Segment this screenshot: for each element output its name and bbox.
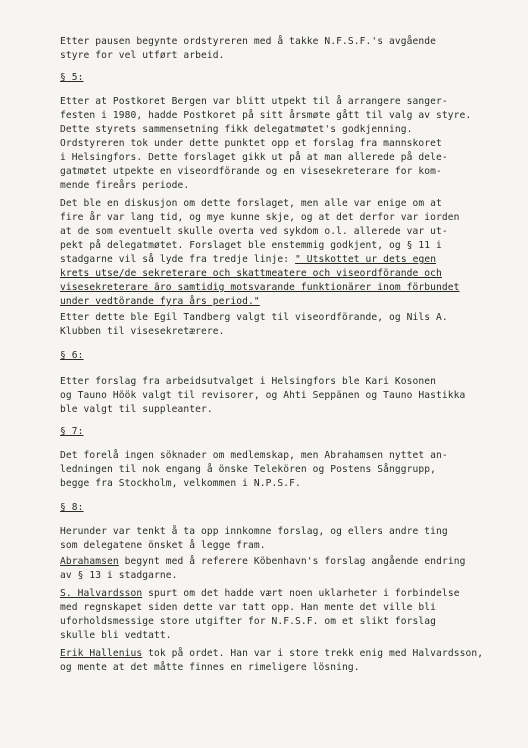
text-line: Etter at Postkoret Bergen var blitt utpekt til å arrangere sanger- [60, 96, 448, 107]
text-line: Klubben til visesekretærere. [60, 326, 225, 337]
text-line: festen i 1980, hadde Postkoret på sitt årsmøte gått til valg av styre. [60, 110, 472, 121]
section-heading: § 8: [60, 502, 84, 513]
speaker-name: Abrahamsen [60, 556, 119, 567]
speaker-name: S. Halvardsson [60, 588, 143, 599]
quoted-statute-line: krets utse/de sekreterare och skattmeatere och viseordförande och [60, 268, 442, 279]
text-line [60, 556, 465, 568]
text-line: i Helsingfors. Dette forslaget gikk ut på at man allerede på dele- [60, 152, 448, 163]
text-lead: stadgarne vil så lyde fra tredje linje: [60, 254, 296, 265]
text-line: Dette styrets sammensetning fikk delegatmøtet's godkjenning. [60, 124, 413, 135]
text-line-with-quote [60, 254, 436, 266]
section-heading: § 6: [60, 350, 84, 361]
text-line: mende fireårs periode. [60, 180, 190, 191]
section-heading: § 7: [60, 426, 84, 437]
speaker-name: Erik Hallenius [60, 648, 143, 659]
text-line: ledningen til nok engang å önske Telekören og Postens Sånggrupp, [60, 464, 437, 475]
text-line: styre for vel utført arbeid. [60, 50, 225, 61]
text-line: Etter dette ble Egil Tandberg valgt til viseordförande, og Nils A. [60, 312, 448, 323]
text-line: ble valgt til suppleanter. [60, 404, 213, 415]
text-rest: spurt om det hadde vært noen uklarheter i forbindelse [142, 588, 460, 599]
text-rest: tok på ordet. Han var i store trekk enig med Halvardsson, [142, 648, 484, 659]
text-line: pekt på delegatmøtet. Forslaget ble enstemmig godkjent, og § 11 i [60, 240, 442, 251]
quoted-statute-line: under vedtörande fyra års period." [60, 296, 260, 307]
text-line: fire år var lang tid, og mye kunne skje, og at det derfor var iorden [60, 212, 460, 223]
text-line: som delegatene önsket å legge fram. [60, 540, 266, 551]
text-line: Etter forslag fra arbeidsutvalget i Helsingfors ble Kari Kosonen [60, 376, 437, 387]
quoted-statute-line: visesekreterare äro samtidig motsvarande funktionärer inom förbundet [60, 282, 460, 293]
text-line: begge fra Stockholm, velkommen i N.P.S.F. [60, 478, 301, 489]
text-line: av § 13 i stadgarne. [60, 570, 178, 581]
text-line: og Tauno Höök valgt til revisorer, og Ahti Seppänen og Tauno Hastikka [60, 390, 466, 401]
text-line: at de som eventuelt skulle overta ved sykdom o.l. allerede var ut- [60, 226, 448, 237]
text-line: Det forelå ingen söknader om medlemskap, men Abrahamsen nyttet an- [60, 450, 448, 461]
text-line: uforholdsmessige store utgifter for N.F.S.F. om et slikt forslag [60, 616, 437, 627]
text-line: Herunder var tenkt å ta opp innkomne forslag, og ellers andre ting [60, 526, 448, 537]
section-heading: § 5: [60, 72, 84, 83]
text-line: Det ble en diskusjon om dette forslaget, men alle var enige om at [60, 198, 442, 209]
quote-start: " Utskottet ur dets egen [295, 254, 437, 265]
text-line: med regnskapet siden dette var tatt opp. Han mente det ville bli [60, 602, 437, 613]
text-line: Ordstyreren tok under dette punktet opp et forslag fra mannskoret [60, 138, 442, 149]
text-line: gatmøtet utpekte en viseordförande og en visesekreterare for kom- [60, 166, 442, 177]
text-line: skulle bli vedtatt. [60, 630, 172, 641]
text-line: Etter pausen begynte ordstyreren med å takke N.F.S.F.'s avgående [60, 36, 437, 47]
text-line [60, 588, 460, 600]
text-line: og mente at det måtte finnes en rimeligere lösning. [60, 662, 360, 673]
text-rest: begynt med å referere Köbenhavn's forslag angående endring [118, 556, 466, 567]
text-line [60, 648, 483, 660]
